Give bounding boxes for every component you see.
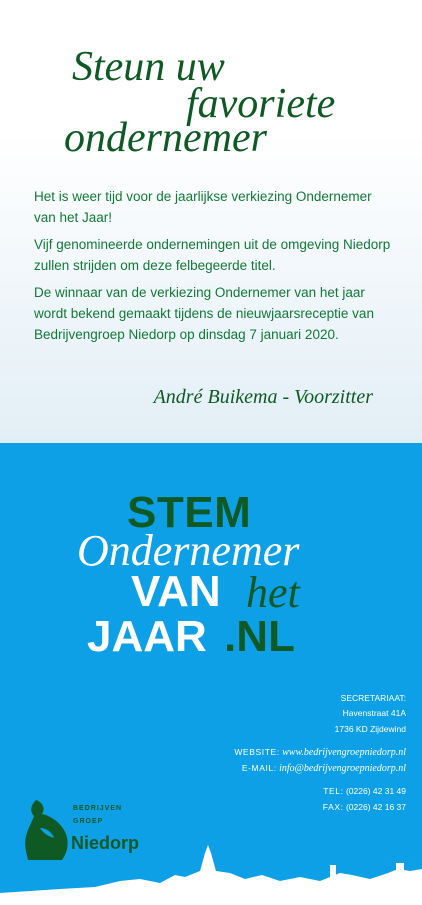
website-link[interactable]: www.bedrijvengroepniedorp.nl xyxy=(282,747,406,758)
fax-number: (0226) 42 16 37 xyxy=(345,802,406,812)
tel-line xyxy=(323,784,406,799)
brand-label-line-2: GROEP xyxy=(73,818,104,825)
logo-stem: STEM xyxy=(127,488,252,537)
headline-line-2: favoriete xyxy=(186,81,336,127)
email-label: E-MAIL: xyxy=(241,763,277,773)
secretariat-label: SECRETARIAAT: xyxy=(340,693,406,703)
logo-jaar: JAAR xyxy=(87,612,207,661)
logo-het: het xyxy=(246,568,300,617)
address-line-1: Havenstraat 41A xyxy=(342,708,406,718)
address-line-2: 1736 KD Zijdewind xyxy=(334,724,406,734)
brand-label-line-1: BEDRIJVEN xyxy=(73,805,123,812)
fax-line xyxy=(323,800,406,815)
website-label: WEBSITE: xyxy=(234,747,280,757)
intro-paragraph-2: Vijf genomineerde ondernemingen uit de omgeving Niedorp zullen strijden om deze felbegeerde titel. xyxy=(34,237,391,273)
fax-label: FAX: xyxy=(322,802,344,812)
intro-section xyxy=(0,0,422,443)
campaign-section xyxy=(0,443,422,905)
brand-name: Niedorp xyxy=(71,833,140,853)
email-link[interactable]: info@bedrijvengroepniedorp.nl xyxy=(279,763,406,774)
website-line xyxy=(234,745,406,760)
logo-van: VAN xyxy=(131,567,221,616)
signature: André Buikema - Voorzitter xyxy=(153,386,373,408)
intro-paragraph-1: Het is weer tijd voor de jaarlijkse verkiezing Ondernemer van het Jaar! xyxy=(34,189,372,225)
intro-paragraph-3: De winnaar van de verkiezing Ondernemer van het jaar wordt bekend gemaakt tijdens de nieuwjaarsreceptie van Bedrijvengroep Niedorp op dinsdag 7 januari 2020. xyxy=(34,285,374,342)
niedorp-peninsula-logo-icon xyxy=(22,798,70,862)
tel-label: TEL: xyxy=(323,786,344,796)
headline-line-3: ondernemer xyxy=(64,115,267,161)
headline-line-1: Steun uw xyxy=(72,44,225,90)
email-line xyxy=(242,761,406,776)
logo-nl: .NL xyxy=(224,612,295,661)
tel-number: (0226) 42 31 49 xyxy=(345,786,406,796)
logo-ondernemer: Ondernemer xyxy=(77,526,300,575)
